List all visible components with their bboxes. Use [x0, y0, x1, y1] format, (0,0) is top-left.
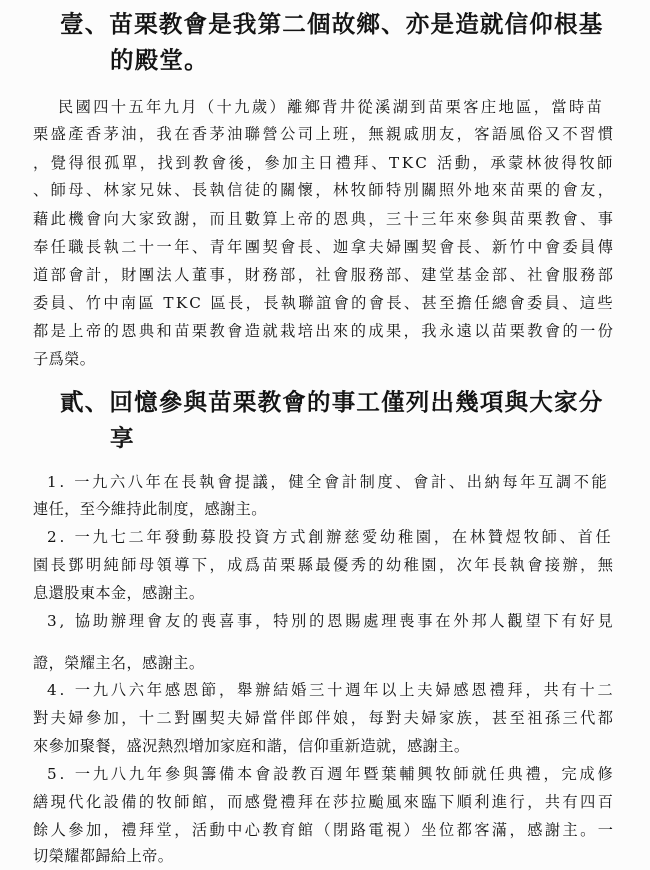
body-line: ，覺得很孤單，找到教會後，參加主日禮拜、TKC 活動，承蒙林彼得牧師: [33, 154, 615, 172]
section-1-heading: [60, 6, 630, 78]
list-item-3-cont: 證，榮耀主名，感謝主。: [33, 654, 205, 672]
body-line: 委員、竹中南區 TKC 區長，長執聯誼會的會長、甚至擔任總會委員、這些: [33, 294, 615, 312]
list-item-5-cont: 餘人參加，禮拜堂，活動中心教育館（閉路電視）坐位都客滿，感謝主。一: [33, 821, 616, 839]
body-line: 子爲榮。: [33, 350, 96, 368]
body-line: 栗盛產香茅油，我在香茅油聯營公司上班，無親戚朋友，客語風俗又不習慣: [33, 125, 616, 143]
list-item-2: 2. 一九七二年發動募股投資方式創辦慈愛幼稚園，在林贊煜牧師、首任: [47, 528, 614, 546]
body-line: 都是上帝的恩典和苗栗教會造就栽培出來的成果，我永遠以苗栗教會的一份: [33, 322, 616, 340]
body-line: 、師母、林家兄妹、長執信徒的關懷，林牧師特別關照外地來苗栗的會友，: [33, 181, 616, 199]
section-1-heading-line-2: 的殿堂。: [110, 46, 209, 74]
section-2-heading: [60, 384, 630, 456]
list-item-2-cont: 園長鄧明純師母領導下，成爲苗栗縣最優秀的幼稚園，次年長執會接辦，無: [33, 556, 616, 574]
body-line: 奉任職長執二十一年、青年團契會長、迦拿夫婦團契會長、新竹中會委員傳: [33, 238, 616, 256]
body-line: 藉此機會向大家致謝，而且數算上帝的恩典，三十三年來參與苗栗教會、事: [33, 210, 616, 228]
list-item-1-cont: 連任，至今維持此制度，感謝主。: [33, 500, 267, 518]
list-item-4: 4. 一九八六年感恩節，舉辦結婚三十週年以上夫婦感恩禮拜，共有十二: [47, 681, 616, 699]
section-2-heading-line-1: 貳、回憶參與苗栗教會的事工僅列出幾項與大家分: [60, 388, 604, 416]
section-1-heading-line-1: 壹、苗栗教會是我第二個故鄉、亦是造就信仰根基: [60, 10, 604, 38]
list-item-4-cont: 來參加聚餐，盛況熱烈增加家庭和諧，信仰重新造就，感謝主。: [33, 737, 470, 755]
list-item-4-cont: 對夫婦參加，十二對團契夫婦當伴郎伴娘，每對夫婦家族，甚至祖孫三代都: [33, 709, 616, 727]
body-line: 民國四十五年九月（十九歲）離鄉背井從溪湖到苗栗客庄地區，當時苗: [58, 98, 605, 116]
list-item-1: 1. 一九六八年在長執會提議，健全會計制度、會計、出納每年互調不能: [47, 473, 610, 491]
list-item-5: 5. 一九八九年參與籌備本會設教百週年暨葉輔興牧師就任典禮，完成修: [47, 765, 616, 783]
body-line: 道部會計，財團法人董事，財務部，社會服務部、建堂基金部、社會服務部: [33, 266, 616, 284]
list-item-5-cont: 切榮耀都歸給上帝。: [33, 847, 174, 865]
list-item-3: 3, 協助辦理會友的喪喜事，特別的恩賜處理喪事在外邦人觀望下有好見: [47, 612, 616, 630]
list-item-5-cont: 繕現代化設備的牧師館，而感覺禮拜在莎拉颱風來臨下順利進行，共有四百: [33, 793, 616, 811]
list-item-2-cont: 息還股東本金，感謝主。: [33, 584, 205, 602]
section-2-heading-line-2: 享: [110, 424, 135, 452]
